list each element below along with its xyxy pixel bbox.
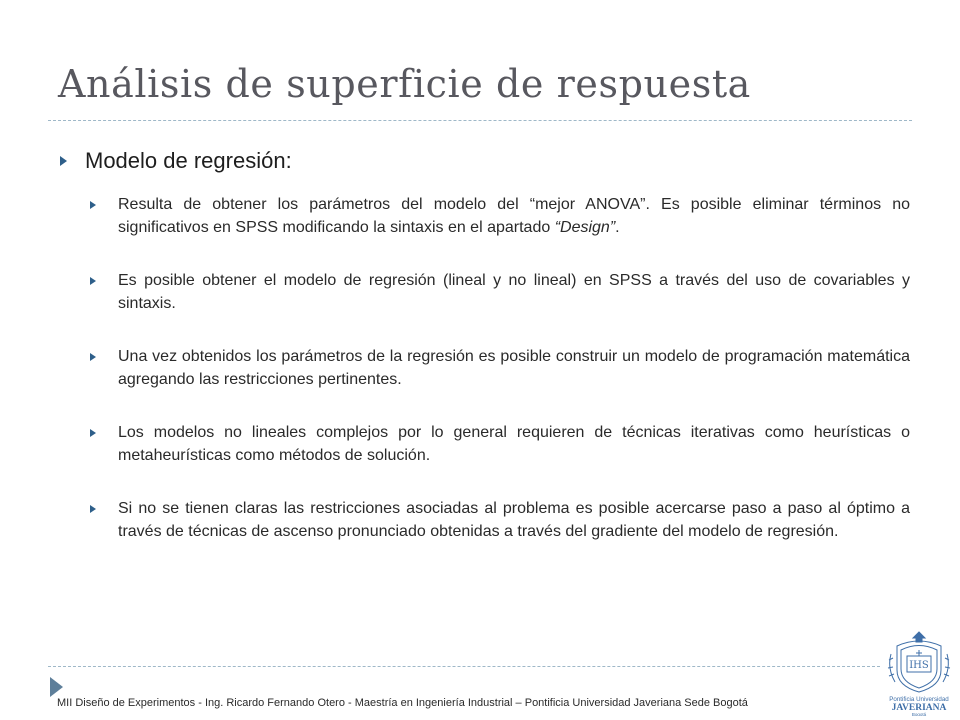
triangle-right-icon (50, 677, 63, 697)
footer-divider (48, 666, 880, 667)
slide-footer: MII Diseño de Experimentos - Ing. Ricardo Fernando Otero - Maestría en Ingeniería Industrial – Pontificia Universidad Javeriana Sede Bogotá (57, 697, 748, 709)
list-item (88, 497, 910, 543)
logo-line3: Bogotá (911, 712, 927, 716)
section-heading (60, 148, 292, 174)
section-heading-text: Modelo de regresión: (85, 148, 292, 173)
logo-line2: JAVERIANA (891, 703, 947, 713)
triangle-right-icon (90, 201, 96, 209)
university-crest-icon (883, 628, 955, 716)
bullet-text: Es posible obtener el modelo de regresión (lineal y no lineal) en SPSS a través del uso de covariables y sintaxis. (118, 272, 910, 312)
bullet-text: Si no se tienen claras las restricciones asociadas al problema es posible acercarse paso a paso al óptimo a través de técnicas de ascenso pronunciado obtenidas a través del gradiente del modelo de regresión. (118, 500, 910, 540)
slide-title: Análisis de superficie de respuesta (58, 62, 751, 106)
bullet-text: Resulta de obtener los parámetros del modelo del “mejor ANOVA”. Es posible eliminar términos no significativos en SPSS modificando la sintaxis en el apartado “Design”. (118, 196, 910, 236)
triangle-right-icon (90, 353, 96, 361)
bullet-text: Una vez obtenidos los parámetros de la regresión es posible construir un modelo de programación matemática agregando las restricciones pertinentes. (118, 348, 910, 388)
svg-text:IHS: IHS (909, 660, 929, 671)
list-item (88, 345, 910, 391)
logo-line1: Pontificia Universidad (889, 696, 949, 703)
triangle-right-icon (90, 505, 96, 513)
bullet-text: Los modelos no lineales complejos por lo general requieren de técnicas iterativas como heurísticas o metaheurísticas como métodos de solución. (118, 424, 910, 464)
triangle-right-icon (90, 277, 96, 285)
list-item (88, 269, 910, 315)
list-item (88, 421, 910, 467)
bullet-list (88, 193, 910, 573)
title-divider (48, 120, 912, 121)
list-item (88, 193, 910, 239)
triangle-right-icon (90, 429, 96, 437)
triangle-right-icon (60, 156, 67, 166)
